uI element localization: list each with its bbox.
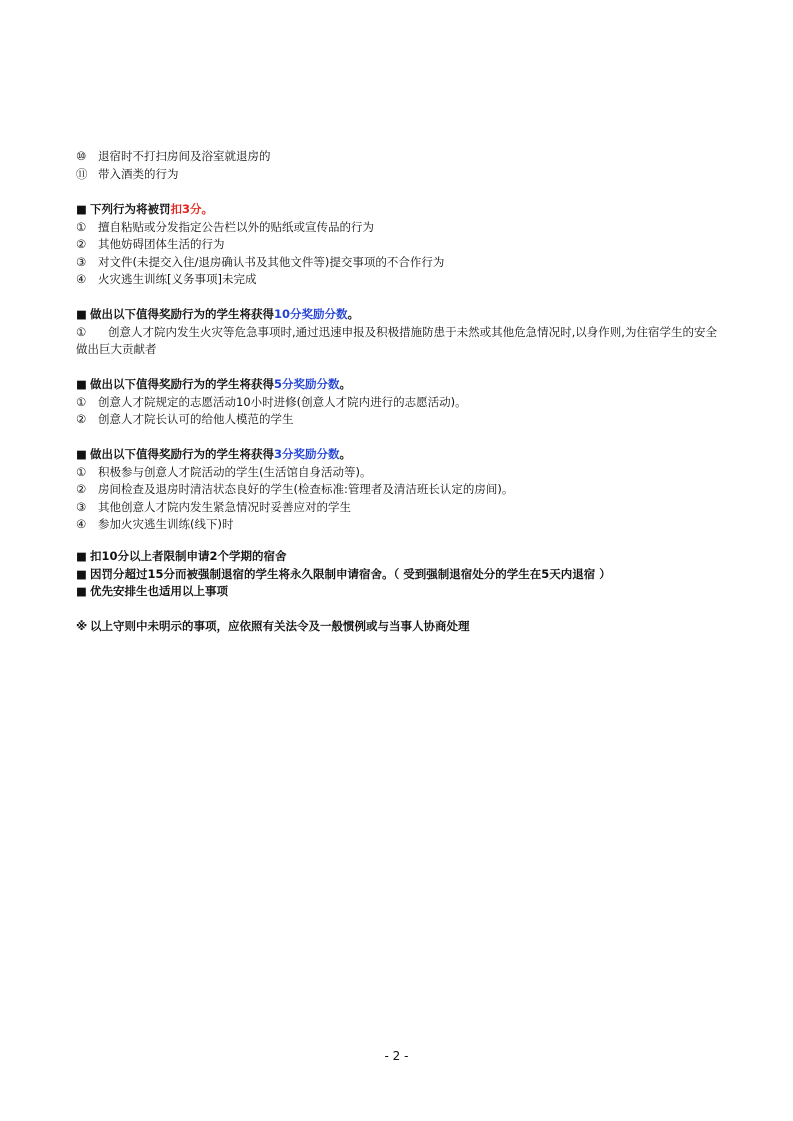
- page-number: - 2 -: [384, 1049, 409, 1063]
- list-item: [76, 236, 726, 254]
- note-text: 以上守则中未明示的事项，应依照有关法令及一般惯例或与当事人协商处理: [90, 619, 470, 633]
- square-bullet-icon: ■: [76, 549, 87, 563]
- item-text: 其他创意人才院内发生紧急情况时妥善应对的学生: [98, 499, 351, 514]
- list-item: [76, 516, 726, 534]
- item-number: ⑩: [76, 149, 87, 163]
- rule-item: [76, 583, 726, 601]
- reward-3-section: [76, 446, 726, 534]
- reward-5-section: [76, 376, 726, 429]
- heading-suffix: 。: [347, 307, 360, 321]
- item-number: ④: [76, 272, 87, 287]
- item-number: ③: [76, 254, 87, 269]
- section-heading: [76, 201, 726, 219]
- rule-text: 扣10分以上者限制申请2个学期的宿舍: [90, 549, 287, 563]
- item-number: ②: [76, 482, 87, 497]
- list-item: [76, 394, 726, 412]
- rule-text: 因罚分超过15分而被强制退宿的学生将永久限制申请宿舍。（ 受到强制退宿处分的学生在5天内退宿 ）: [90, 566, 611, 581]
- section-heading: [76, 376, 726, 394]
- list-continued: [76, 148, 726, 183]
- square-bullet-icon: ■: [76, 584, 87, 599]
- list-item: [76, 219, 726, 237]
- rules-section: [76, 548, 726, 601]
- item-text: 创意人才院规定的志愿活动10小时进修(创意人才院内进行的志愿活动)。: [98, 394, 467, 409]
- list-item: [76, 411, 726, 429]
- list-item: [76, 499, 726, 517]
- item-text: 火灾逃生训练[义务事项]未完成: [98, 272, 257, 287]
- item-text: 带入酒类的行为: [98, 166, 179, 181]
- heading-text: 做出以下值得奖励行为的学生将获得: [90, 447, 274, 461]
- list-item: [76, 271, 726, 289]
- item-number: ⑪: [76, 166, 88, 181]
- reward-highlight: 10分奖励分数: [274, 307, 348, 321]
- item-number: ①: [76, 394, 87, 409]
- list-item: [76, 148, 726, 166]
- list-item: [76, 324, 726, 359]
- item-text: 退宿时不打扫房间及浴室就退房的: [98, 149, 271, 163]
- heading-text: 做出以下值得奖励行为的学生将获得: [90, 307, 274, 321]
- item-number: ②: [76, 237, 87, 252]
- item-number: ②: [76, 412, 87, 427]
- section-heading: [76, 446, 726, 464]
- penalty-highlight: 扣3分。: [170, 202, 214, 216]
- square-bullet-icon: ■: [76, 307, 87, 321]
- rule-text: 优先安排生也适用以上事项: [90, 584, 228, 599]
- penalty-section: [76, 201, 726, 289]
- item-number: ④: [76, 517, 87, 532]
- note: [76, 618, 726, 636]
- item-text: 对文件(未提交入住/退房确认书及其他文件等)提交事项的不合作行为: [98, 254, 445, 269]
- reward-10-section: [76, 306, 726, 359]
- item-number: ①: [76, 324, 87, 339]
- square-bullet-icon: ■: [76, 566, 87, 581]
- list-item: [76, 254, 726, 272]
- list-item: [76, 481, 726, 499]
- square-bullet-icon: ■: [76, 202, 87, 216]
- item-text: 创意人才院长认可的给他人模范的学生: [98, 412, 294, 427]
- item-text: 参加火灾逃生训练(线下)时: [98, 517, 234, 532]
- heading-text: 做出以下值得奖励行为的学生将获得: [90, 377, 274, 391]
- list-item: [76, 464, 726, 482]
- heading-suffix: 。: [339, 377, 352, 391]
- square-bullet-icon: ■: [76, 447, 87, 461]
- heading-suffix: 。: [339, 447, 352, 461]
- item-text: 积极参与创意人才院活动的学生(生活馆自身活动等)。: [98, 464, 372, 479]
- reference-mark-icon: ※: [76, 619, 88, 633]
- square-bullet-icon: ■: [76, 377, 87, 391]
- note-section: [76, 618, 726, 636]
- item-text: 房间检查及退房时清洁状态良好的学生(检查标准:管理者及清洁班长认定的房间)。: [98, 482, 514, 497]
- list-item: [76, 166, 726, 184]
- item-number: ③: [76, 499, 87, 514]
- item-text: 创意人才院内发生火灾等危急事项时,通过迅速申报及积极措施防患于未然或其他危急情况时,以身作则,为住宿学生的安全做出巨大贡献者: [76, 324, 717, 357]
- rule-item: [76, 566, 726, 584]
- item-number: ①: [76, 219, 87, 234]
- reward-highlight: 3分奖励分数: [274, 447, 340, 461]
- rule-item: [76, 548, 726, 566]
- reward-highlight: 5分奖励分数: [274, 377, 340, 391]
- item-text: 其他妨碍团体生活的行为: [98, 237, 225, 252]
- item-number: ①: [76, 464, 87, 479]
- heading-text: 下列行为将被罚: [90, 202, 171, 216]
- item-text: 擅自粘贴或分发指定公告栏以外的贴纸或宣传品的行为: [98, 219, 374, 234]
- section-heading: [76, 306, 726, 324]
